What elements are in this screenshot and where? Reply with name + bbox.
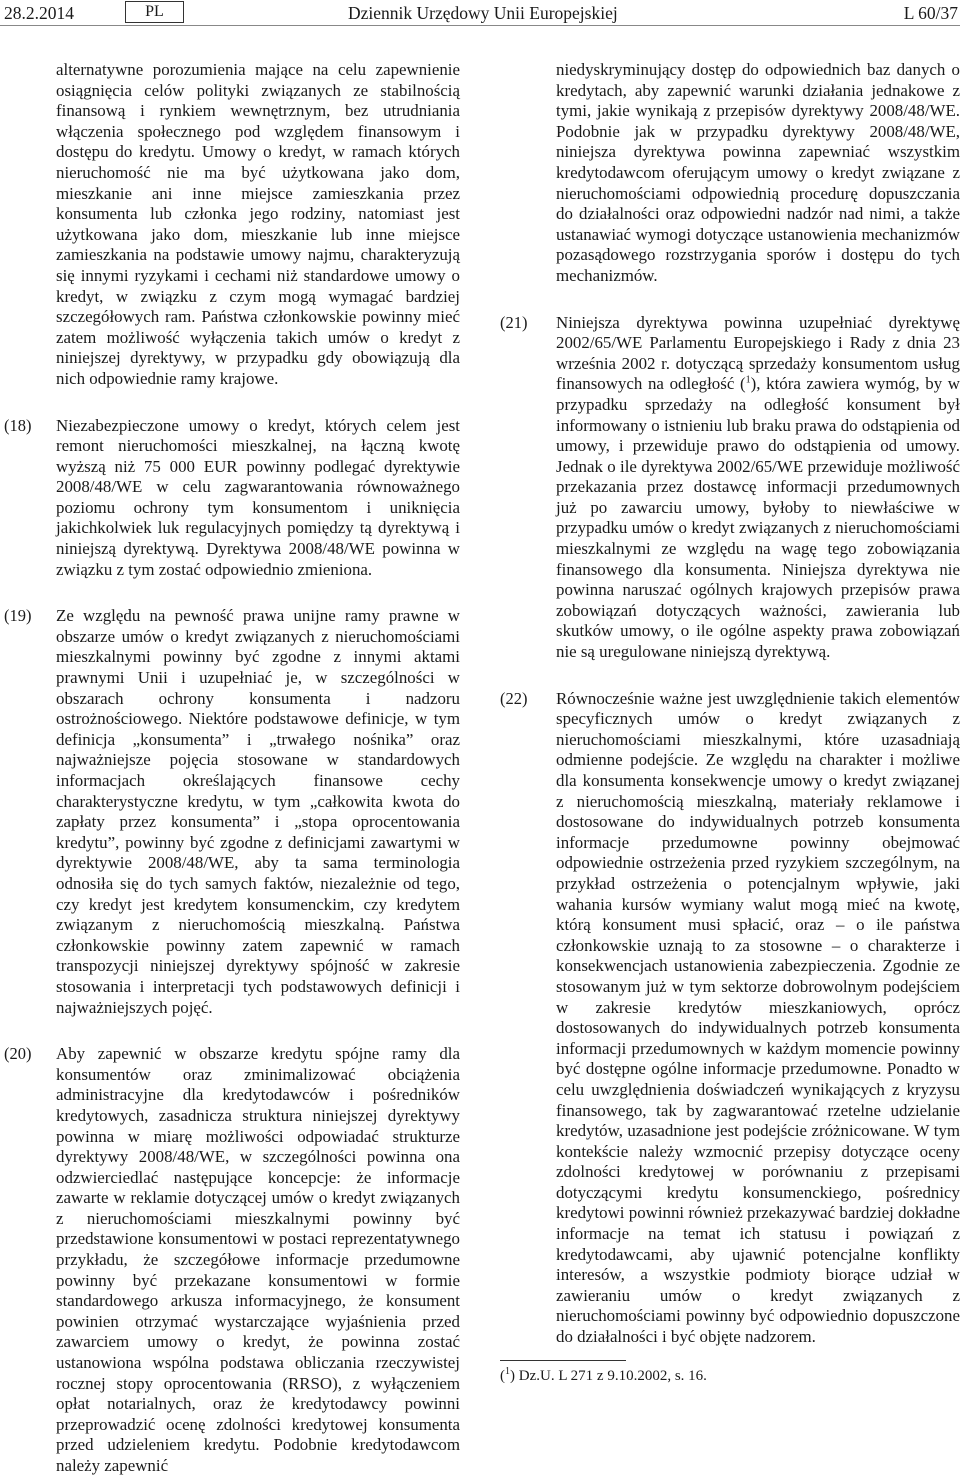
recital-21 bbox=[500, 313, 960, 663]
page-number: L 60/37 bbox=[903, 3, 958, 23]
recital-18 bbox=[0, 416, 460, 581]
footnote-text: ) Dz.U. L 271 z 9.10.2002, s. 16. bbox=[510, 1368, 707, 1384]
recital-text: Ze względu na pewność prawa unijne ramy prawne w obszarze umów o kredyt związanych z nieruchomościami mieszkalnymi powinny być zgodne z innymi aktami prawnymi Unii i uzupełniać je, w szczególności w obszarach ochrony konsumenta i nadzoru ostrożnościowego. Niektóre podstawowe definicje, w tym definicja „konsumenta” i „trwałego nośnika” oraz najważniejsze pojęcia stosowane w standardowych informacjach określających finansowe cechy charakterystyczne kredytu, w tym „całkowita kwota do zapłaty przez konsumenta” i „stopa oprocentowania kredytu”, powinny być zgodne z definicjami zawartymi w dyrektywie 2008/48/WE, aby ta sama terminologia odnosiła się do tych samych faktów, niezależnie od tego, czy kredyt jest kredytem konsumenckim, czy kredytem związanym z nieruchomością mieszkalną. Państwa członkowskie powinny zatem zapewnić w ramach transpozycji niniejszej dyrektywy spójność w zakresie stosowania i interpretacji tych podstawowych definicji i najważniejszych pojęć. bbox=[56, 606, 460, 1017]
recital-text: Równocześnie ważne jest uwzględnienie takich elementów specyficznych umów o kredyt związanych z nieruchomościami mieszkalnymi, które uzasadniają odmienne podejście. Ze względu na charakter i możliwe dla konsumenta konsekwencje umowy o kredyt związanej z nieruchomością mieszkalną, materiały reklamowe i dostosowane do indywidualnych potrzeb konsumenta informacje przedumowne powinny obejmować odpowiednie ostrzeżenia przed ryzykiem szczególnym, na przykład ostrzeżenia o potencjalnym wpływie, jaki wahania kursów wymiany walut mogą mieć na kwotę, którą konsument musi spłacić, oraz – o ile państwa członkowskie uznają to za stosowne – o charakterze i konsekwencjach ustanowienia zabezpieczenia. Zgodnie ze stosowanym już w tym sektorze dobrowolnym podejściem w zakresie kredytów mieszkaniowych, oprócz dostosowanych do indywidualnych potrzeb konsumenta informacji przedumownych w każdym momencie powinny być dostępne ogólne informacje przedumowne. Ponadto w celu uwzględnienia doświadczeń wynikających z kryzysu finansowego, tak by zagwarantować rzetelne udzielanie kredytów, uzasadnione jest podejście zróżnicowane. W tym kontekście należy wzmocnić przepisy dotyczące oceny zdolności kredytowej w porównaniu z przepisami dotyczącymi kredytu konsumenckiego, pośrednicy kredytowi powinni również przekazywać bardziej dokładne informacje na temat ich statusu i powiązań z kredytodawcami, aby ujawnić potencjalne konflikty interesów, a wszystkie podmioty biorące udział w zawieraniu umów o kredyt związanych z nieruchomościami powinny być odpowiednio dopuszczone do działalności i być objęte nadzorem. bbox=[556, 688, 960, 1347]
recital-20 bbox=[0, 1044, 460, 1476]
recital-text-part: Niniejsza dyrektywa powinna uzupełniać dyrektywę 2002/65/WE Parlamentu Europejskiego i Rady z dnia 23 września 2002 r. dotyczącą sprzedaży konsumentom usług finansowych na odległość ( bbox=[556, 312, 960, 394]
recital-number: (20) bbox=[4, 1044, 32, 1064]
language-badge: PL bbox=[125, 1, 184, 23]
header-rule bbox=[0, 25, 960, 26]
recital-number: (18) bbox=[4, 415, 32, 435]
footnote-reference[interactable]: 1 bbox=[745, 374, 751, 386]
recital-19 bbox=[0, 606, 460, 1018]
footnote-marker: 1 bbox=[505, 1366, 510, 1377]
page-header bbox=[0, 0, 960, 26]
recital-text: Niezabezpieczone umowy o kredyt, których celem jest remont nieruchomości mieszkalnej, na łączną kwotę wyższą niż 75 000 EUR powinny podlegać dyrektywie 2008/48/WE w celu zagwarantowania równoważnego poziomu ochrony tym konsumentom i uniknięcia jakichkolwiek luk regulacyjnych pomiędzy tą dyrektywą i niniejszą dyrektywą. Dyrektywa 2008/48/WE powinna w związku z tym zostać odpowiednio zmieniona. bbox=[56, 415, 460, 579]
footnote: ($^1$) Dz.U. L 271 z 9.10.2002, s. 16. bbox=[500, 1366, 707, 1384]
recital-continuation bbox=[0, 60, 460, 390]
recital-number: (22) bbox=[500, 688, 528, 708]
publication-date: 28.2.2014 bbox=[4, 3, 74, 23]
right-column bbox=[500, 60, 960, 1348]
recital-continuation bbox=[500, 60, 960, 287]
recital-text-part: ), która zawiera wymóg, by w przypadku sprzedaży na odległość konsument był informowany o istnieniu lub braku prawa do odstąpienia od umowy, i przewiduje prawo do odstąpienia od umowy. Jednak o ile dyrektywa 2002/65/WE przewiduje możliwość przekazania przez dostawcę informacji przedumownych już po zawarciu umowy, byłoby to niewłaściwe w przypadku umów o kredyt związanych z nieruchomościami mieszkalnymi ze względu na wagę tego zobowiązania finansowego dla konsumenta. Niniejsza dyrektywa nie powinna naruszać ogólnych krajowych przepisów prawa zobowiązań dotyczących ważności, zawierania lub skutków umowy, o ile ogólne aspekty prawa zobowiązań nie są uregulowane niniejszą dyrektywą. bbox=[556, 374, 960, 662]
left-column bbox=[0, 60, 460, 1477]
recital-text bbox=[556, 313, 960, 663]
recital-number: (19) bbox=[4, 606, 32, 626]
recital-number: (21) bbox=[500, 312, 528, 332]
journal-title: Dziennik Urzędowy Unii Europejskiej bbox=[348, 3, 618, 23]
footnote-rule bbox=[500, 1360, 626, 1361]
recital-text: alternatywne porozumienia mające na celu zapewnienie osiągnięcia celów polityki związanych ze stabilnością finansową i rynkiem wewnętrznym, bez utrudniania włączenia społecznego pod względem finansowym i dostępu do kredytu. Umowy o kredyt, w ramach których nieruchomość nie ma być użytkowana jako dom, mieszkanie ani inne miejsce zamieszkania przez konsumenta lub członka jego rodziny, natomiast jest użytkowana jako dom, mieszkanie lub inne miejsce zamieszkania na podstawie umowy najmu, charakteryzują się innymi ryzykami i cechami niż standardowe umowy o kredyt, w związku z czym mogą wymagać bardziej szczegółowych ram. Państwa członkowskie powinny mieć zatem możliwość wyłączenia takich umów o kredyt z niniejszej dyrektywy, w przypadku gdy obowiązują dla nich odpowiednie ramy krajowe. bbox=[56, 60, 460, 388]
recital-text: Aby zapewnić w obszarze kredytu spójne ramy dla konsumentów oraz zminimalizować obciążenia administracyjne dla kredytodawców i pośredników kredytowych, zasadnicza struktura niniejszej dyrektywy powinna w miarę możliwości odpowiadać strukturze dyrektywy 2008/48/WE, w szczególności powinna ona odzwierciedlać następujące koncepcje: że informacje zawarte w reklamie dotyczącej umów o kredyt związanych z nieruchomościami mieszkalnymi powinny być przedstawione konsumentowi w postaci reprezentatywnego przykładu, że szczegółowe informacje przedumowne powinny być przekazane konsumentowi w formie standardowego arkusza informacyjnego, że konsument powinien otrzymać wystarczające wyjaśnienia przed zawarciem umowy o kredyt, że powinna zostać ustanowiona wspólna podstawa obliczania rzeczywistej rocznej stopy oprocentowania (RRSO), z wyłączeniem opłat notarialnych, oraz że kredytodawcy powinni przeprowadzić ocenę zdolności kredytowej konsumenta przed udzieleniem kredytu. Podobnie kredytodawcom należy zapewnić bbox=[56, 1044, 460, 1475]
recital-22 bbox=[500, 689, 960, 1348]
recital-text: niedyskryminujący dostęp do odpowiednich baz danych o kredytach, aby zapewnić warunki działania jednakowe z tymi, jakie wynikają z przepisów dyrektywy 2008/48/WE. Podobnie jak w przypadku dyrektywy 2008/48/WE, niniejsza dyrektywa powinna zapewniać wszystkim kredytodawcom oferującym umowy o kredyt związane z nieruchomościami odpowiednią procedurę dopuszczania do działalności oraz odpowiedni nadzór nad nimi, a także ustanawiać wymogi dotyczące ustanowienia mechanizmów pozasądowego rozstrzygania sporów i dostępu do tych mechanizmów. bbox=[556, 60, 960, 285]
